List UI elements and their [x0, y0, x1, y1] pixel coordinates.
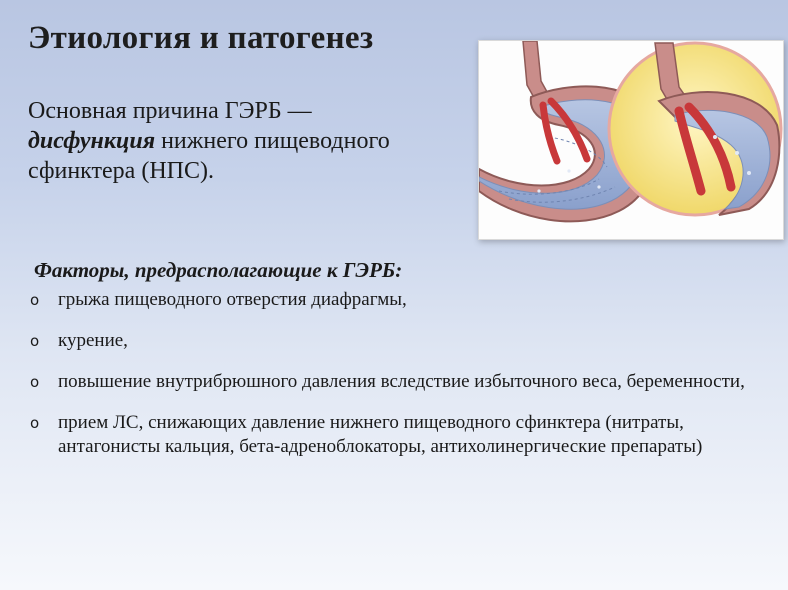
lead-emphasis: дисфункция: [28, 128, 156, 154]
factors-list: [30, 288, 770, 476]
list-item-text: повышение внутрибрюшного давления вследствие избыточного веса, беременности,: [58, 371, 745, 392]
list-item-text: курение,: [58, 330, 128, 351]
slide-title: Этиология и патогенез: [28, 20, 374, 56]
list-item: [30, 411, 770, 459]
bullet-circle-icon: o: [30, 373, 40, 391]
list-item: [30, 370, 770, 394]
list-item-text: грыжа пищеводного отверстия диафрагмы,: [58, 289, 407, 310]
lead-statement: [28, 96, 448, 186]
list-item-text: прием ЛС, снижающих давление нижнего пищеводного сфинктера (нитраты, антагонисты кальция, бета-адреноблокаторы, антихолинергические препараты): [58, 412, 703, 457]
lead-text: Основная причина ГЭРБ —: [28, 98, 312, 124]
factors-heading: Факторы, предрасполагающие к ГЭРБ:: [34, 258, 403, 282]
bullet-circle-icon: o: [30, 332, 40, 350]
stomach-illustration: [478, 40, 784, 240]
lead-text-continued: нижнего пищеводного сфинктера (НПС).: [28, 128, 390, 184]
list-item: [30, 329, 770, 353]
list-item: [30, 288, 770, 312]
bullet-circle-icon: o: [30, 414, 40, 432]
bullet-circle-icon: o: [30, 291, 40, 309]
stomach-reflux-svg: [479, 41, 783, 239]
